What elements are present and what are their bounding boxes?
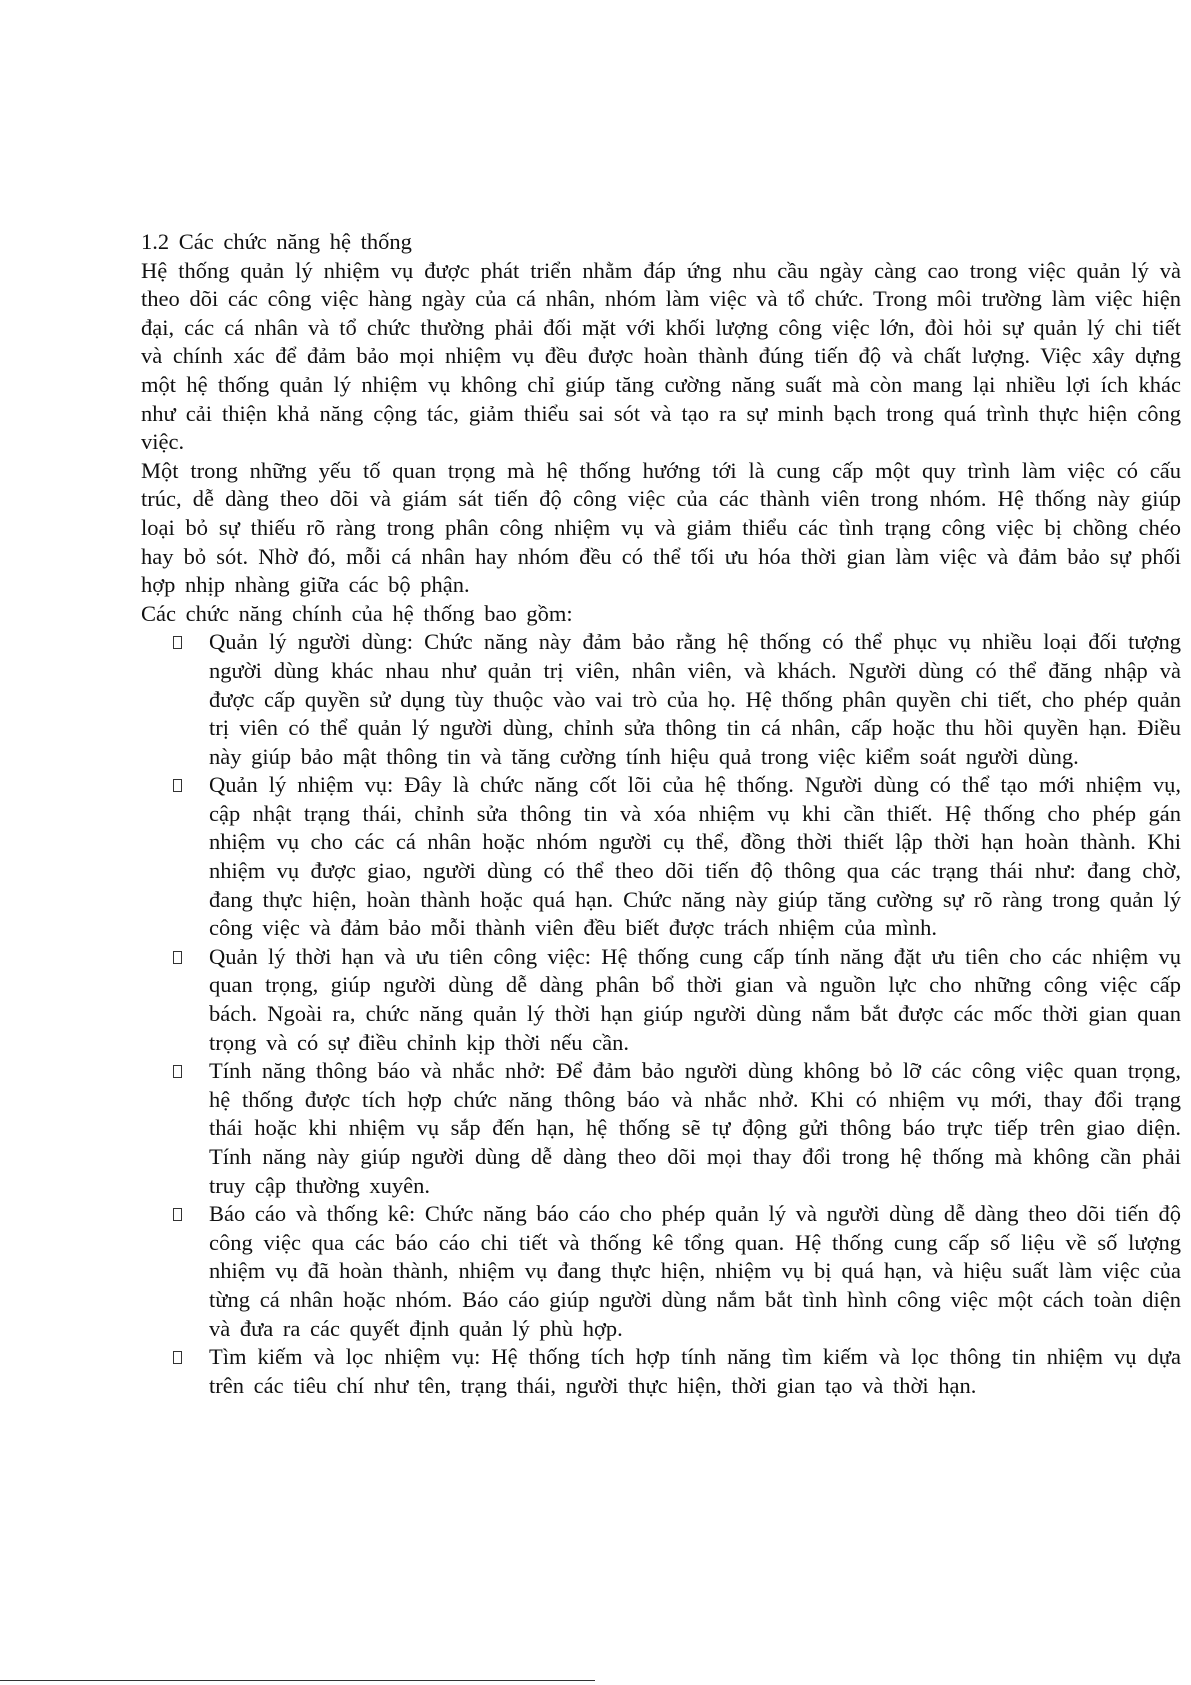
- bullet-box-icon: [173, 779, 182, 792]
- footer-divider: [0, 1680, 595, 1681]
- list-item-text: Quản lý người dùng: Chức năng này đảm bảo rằng hệ thống có thể phục vụ nhiều loại đối tượng người dùng khác nhau như quản trị viên, nhân viên, và khách. Người dùng có thể đăng nhập và được cấp quyền sử dụng tùy thuộc vào vai trò của họ. Hệ thống phân quyền chi tiết, cho phép quản trị viên có thể quản lý người dùng, chỉnh sửa thông tin cá nhân, cấp hoặc thu hồi quyền hạn. Điều này giúp bảo mật thông tin và tăng cường tính hiệu quả trong việc kiểm soát người dùng.: [209, 629, 1181, 769]
- bullet-box-icon: [173, 951, 182, 964]
- list-item-text: Tìm kiếm và lọc nhiệm vụ: Hệ thống tích hợp tính năng tìm kiếm và lọc thông tin nhiệm vụ dựa trên các tiêu chí như tên, trạng thái, người thực hiện, thời gian tạo và thời hạn.: [209, 1344, 1181, 1398]
- paragraph: Một trong những yếu tố quan trọng mà hệ thống hướng tới là cung cấp một quy trình làm việc có cấu trúc, dễ dàng theo dõi và giám sát tiến độ công việc của các thành viên trong nhóm. Hệ thống này giúp loại bỏ sự thiếu rõ ràng trong phân công nhiệm vụ và giảm thiểu các tình trạng công việc bị chồng chéo hay bỏ sót. Nhờ đó, mỗi cá nhân hay nhóm đều có thể tối ưu hóa thời gian làm việc và đảm bảo sự phối hợp nhịp nhàng giữa các bộ phận.: [141, 457, 1181, 598]
- bullet-box-icon: [173, 1208, 182, 1221]
- list-item-text: Quản lý nhiệm vụ: Đây là chức năng cốt lõi của hệ thống. Người dùng có thể tạo mới nhiệm vụ, cập nhật trạng thái, chỉnh sửa thông tin và xóa nhiệm vụ khi cần thiết. Hệ thống cho phép gán nhiệm vụ cho các cá nhân hoặc nhóm người cụ thể, đồng thời thiết lập thời hạn hoàn thành. Khi nhiệm vụ được giao, người dùng có thể theo dõi tiến độ thông qua các trạng thái như: đang chờ, đang thực hiện, hoàn thành hoặc quá hạn. Chức năng này giúp tăng cường sự rõ ràng trong quản lý công việc và đảm bảo mỗi thành viên đều biết được trách nhiệm của mình.: [209, 772, 1181, 941]
- paragraph: Hệ thống quản lý nhiệm vụ được phát triển nhằm đáp ứng nhu cầu ngày càng cao trong việc quản lý và theo dõi các công việc hàng ngày của cá nhân, nhóm làm việc và tổ chức. Trong môi trường làm việc hiện đại, các cá nhân và tổ chức thường phải đối mặt với khối lượng công việc lớn, đòi hỏi sự quản lý chi tiết và chính xác để đảm bảo mọi nhiệm vụ đều được hoàn thành đúng tiến độ và chất lượng. Việc xây dựng một hệ thống quản lý nhiệm vụ không chỉ giúp tăng cường năng suất mà còn mang lại nhiều lợi ích khác như cải thiện khả năng cộng tác, giảm thiểu sai sót và tạo ra sự minh bạch trong quá trình thực hiện công việc.: [141, 257, 1181, 455]
- list-item-text: Tính năng thông báo và nhắc nhở: Để đảm bảo người dùng không bỏ lỡ các công việc quan trọng, hệ thống được tích hợp chức năng thông báo và nhắc nhở. Khi có nhiệm vụ mới, thay đổi trạng thái hoặc khi nhiệm vụ sắp đến hạn, hệ thống sẽ tự động gửi thông báo trực tiếp trên giao diện. Tính năng này giúp người dùng dễ dàng theo dõi mọi thay đổi trong hệ thống mà không cần phải truy cập thường xuyên.: [209, 1058, 1181, 1198]
- paragraph: Các chức năng chính của hệ thống bao gồm:: [141, 600, 573, 626]
- bullet-box-icon: [173, 636, 182, 649]
- bullet-box-icon: [173, 1351, 182, 1364]
- feature-list: [141, 628, 1181, 1400]
- list-item: [209, 771, 1181, 943]
- list-item-text: Báo cáo và thống kê: Chức năng báo cáo cho phép quản lý và người dùng dễ dàng theo dõi tiến độ công việc qua các báo cáo chi tiết và thống kê tổng quan. Hệ thống cung cấp số liệu về số lượng nhiệm vụ đã hoàn thành, nhiệm vụ đang thực hiện, nhiệm vụ bị quá hạn, và hiệu suất làm việc của từng cá nhân hoặc nhóm. Báo cáo giúp người dùng nắm bắt tình hình công việc một cách toàn diện và đưa ra các quyết định quản lý phù hợp.: [209, 1201, 1181, 1341]
- bullet-box-icon: [173, 1065, 182, 1078]
- list-item: [209, 1343, 1181, 1400]
- list-item: [209, 1057, 1181, 1200]
- list-item-text: Quản lý thời hạn và ưu tiên công việc: Hệ thống cung cấp tính năng đặt ưu tiên cho các nhiệm vụ quan trọng, giúp người dùng dễ dàng phân bổ thời gian và nguồn lực cho những công việc cấp bách. Ngoài ra, chức năng quản lý thời hạn giúp người dùng nắm bắt được các mốc thời gian quan trọng và có sự điều chỉnh kịp thời nếu cần.: [209, 943, 1181, 1055]
- list-item: [209, 628, 1181, 771]
- page-content: [141, 228, 1181, 1400]
- list-item: [209, 943, 1181, 1057]
- section-heading: 1.2 Các chức năng hệ thống: [141, 229, 412, 254]
- list-item: [209, 1200, 1181, 1343]
